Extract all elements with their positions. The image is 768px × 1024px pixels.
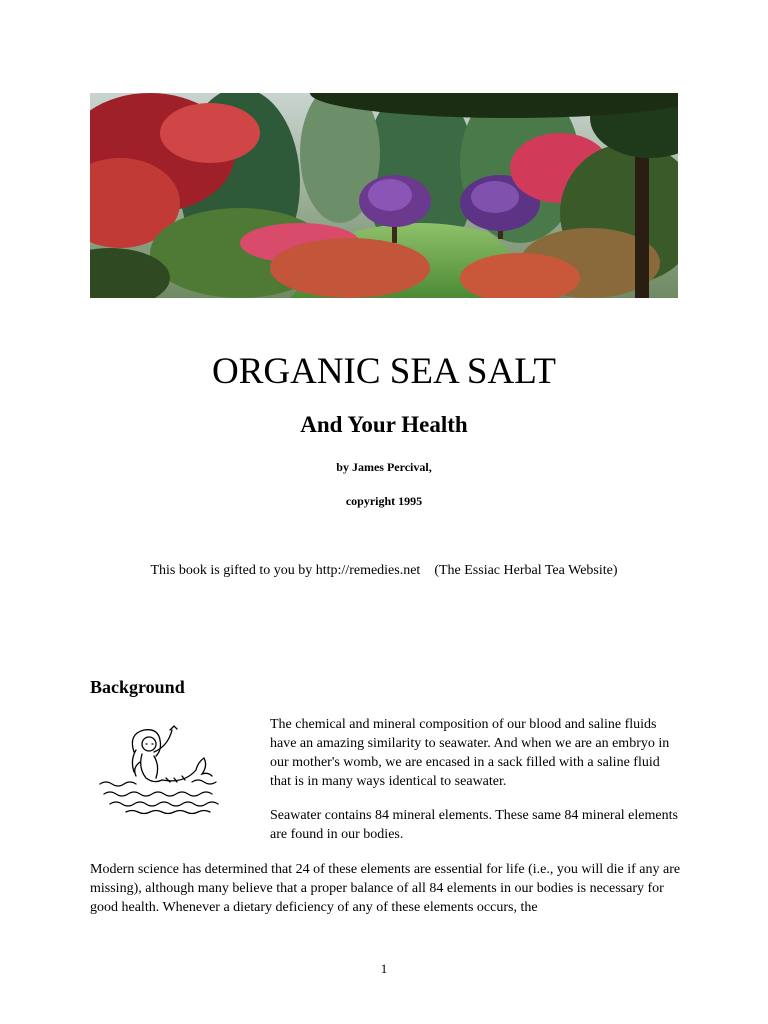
author-byline: by James Percival, (336, 460, 432, 474)
garden-photo (90, 93, 678, 298)
paragraph: The chemical and mineral composition of our blood and saline fluids have an amazing similarity to seawater. And when we are an embryo in our mother's womb, we are encased in a sack filled with a saline fluid that is in many ways identical to seawater. (270, 717, 670, 789)
page-number: 1 (380, 961, 388, 976)
paragraph: Seawater contains 84 mineral elements. These same 84 mineral elements are found in our bodies. (270, 808, 678, 842)
paragraph: Modern science has determined that 24 of these elements are essential for life (i.e., you will die if any are missing), although many believe that a proper balance of all 84 elements in our bodies is necessary for good health. Whenever a dietary deficiency of any of these elements occurs, the (90, 862, 681, 915)
document-title: ORGANIC SEA SALT (211, 351, 557, 392)
gift-note: This book is gifted to you by http://remedies.net (The Essiac Herbal Tea Website) (150, 563, 618, 578)
document-subtitle: And Your Health (300, 412, 468, 437)
copyright-line: copyright 1995 (345, 494, 423, 508)
section-heading: Background (90, 677, 185, 697)
mermaid-illustration (96, 722, 234, 818)
